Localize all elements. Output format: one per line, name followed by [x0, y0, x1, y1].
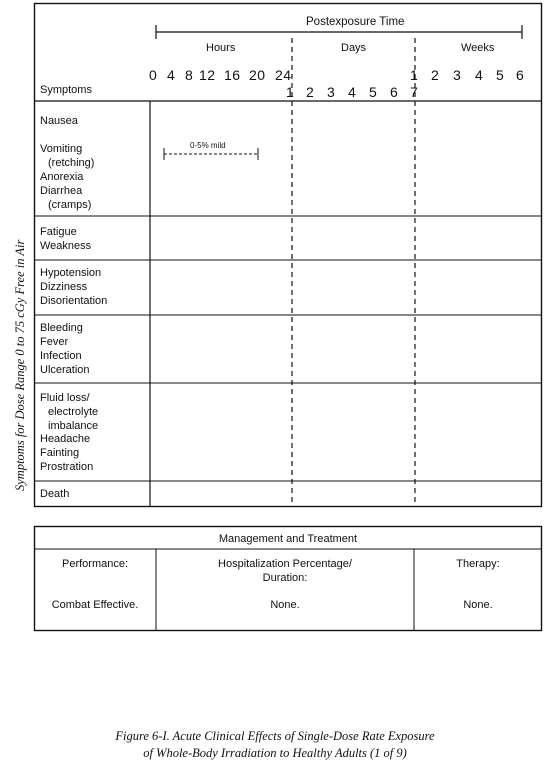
hour-tick: 20: [249, 67, 266, 83]
week-tick: 5: [496, 67, 505, 83]
day-tick: 1: [286, 84, 295, 100]
symptom-line: Bleeding: [40, 322, 83, 334]
hour-tick: 24: [275, 67, 292, 83]
week-tick: 4: [475, 67, 484, 83]
symptom-line: Fainting: [40, 447, 80, 459]
symptom-line: Infection: [40, 350, 82, 362]
symptom-line: Fatigue: [40, 226, 77, 238]
hours-label: Hours: [206, 42, 236, 54]
symptom-line: Prostration: [40, 461, 94, 473]
symptom-line: Disorientation: [40, 295, 108, 307]
hour-tick: 16: [224, 67, 241, 83]
performance-value: Combat Effective.: [51, 599, 139, 611]
symptom-line: Anorexia: [40, 171, 84, 183]
figure-caption-line1: Figure 6-I. Acute Clinical Effects of Single-Dose Rate Exposure: [115, 729, 435, 743]
symptom-line: Hypotension: [40, 267, 102, 279]
day-tick: 3: [327, 84, 336, 100]
symptom-line: Death: [40, 488, 70, 500]
symptom-line: (retching): [48, 157, 95, 169]
management-title: Management and Treatment: [218, 533, 358, 545]
week-tick: 1: [410, 67, 419, 83]
hour-tick: 8: [185, 67, 194, 83]
symptom-line: electrolyte: [48, 406, 99, 418]
hospitalization-value: None.: [270, 599, 300, 611]
symptom-line: Nausea: [40, 115, 78, 127]
symptom-line: Ulceration: [40, 364, 90, 376]
day-tick: 6: [390, 84, 399, 100]
symptom-line: Dizziness: [40, 281, 88, 293]
day-tick: 5: [369, 84, 378, 100]
day-tick: 4: [348, 84, 357, 100]
week-tick: 6: [516, 67, 525, 83]
symptoms-header: Symptoms: [40, 84, 92, 96]
hospitalization-label: Hospitalization Percentage/: [218, 558, 352, 570]
symptom-line: Vomiting: [40, 143, 83, 155]
therapy-label: Therapy:: [456, 558, 500, 570]
day-tick: 2: [306, 84, 315, 100]
symptom-line: imbalance: [48, 420, 99, 432]
symptom-line: Fluid loss/: [40, 392, 90, 404]
side-label: Symptoms for Dose Range 0 to 75 cGy Free in Air: [13, 239, 27, 491]
days-label: Days: [341, 42, 367, 54]
day-tick: 7: [410, 84, 419, 100]
symptom-line: Headache: [40, 433, 91, 445]
symptom-line: Weakness: [40, 240, 92, 252]
hour-tick: 4: [167, 67, 176, 83]
weeks-label: Weeks: [461, 42, 495, 54]
symptom-line: (cramps): [48, 199, 92, 211]
symptom-line: Fever: [40, 336, 69, 348]
figure-caption-line2: of Whole-Body Irradiation to Healthy Adults (1 of 9): [143, 746, 407, 760]
week-tick: 3: [453, 67, 462, 83]
hospitalization-label-2: Duration:: [262, 572, 308, 584]
postexposure-title: Postexposure Time: [306, 16, 405, 28]
hour-tick: 0: [149, 67, 158, 83]
week-tick: 2: [431, 67, 440, 83]
vomiting-note: 0-5% mild: [190, 141, 226, 150]
performance-label: Performance:: [61, 558, 129, 570]
symptom-line: Diarrhea: [40, 185, 83, 197]
hour-tick: 12: [199, 67, 216, 83]
therapy-value: None.: [463, 599, 493, 611]
